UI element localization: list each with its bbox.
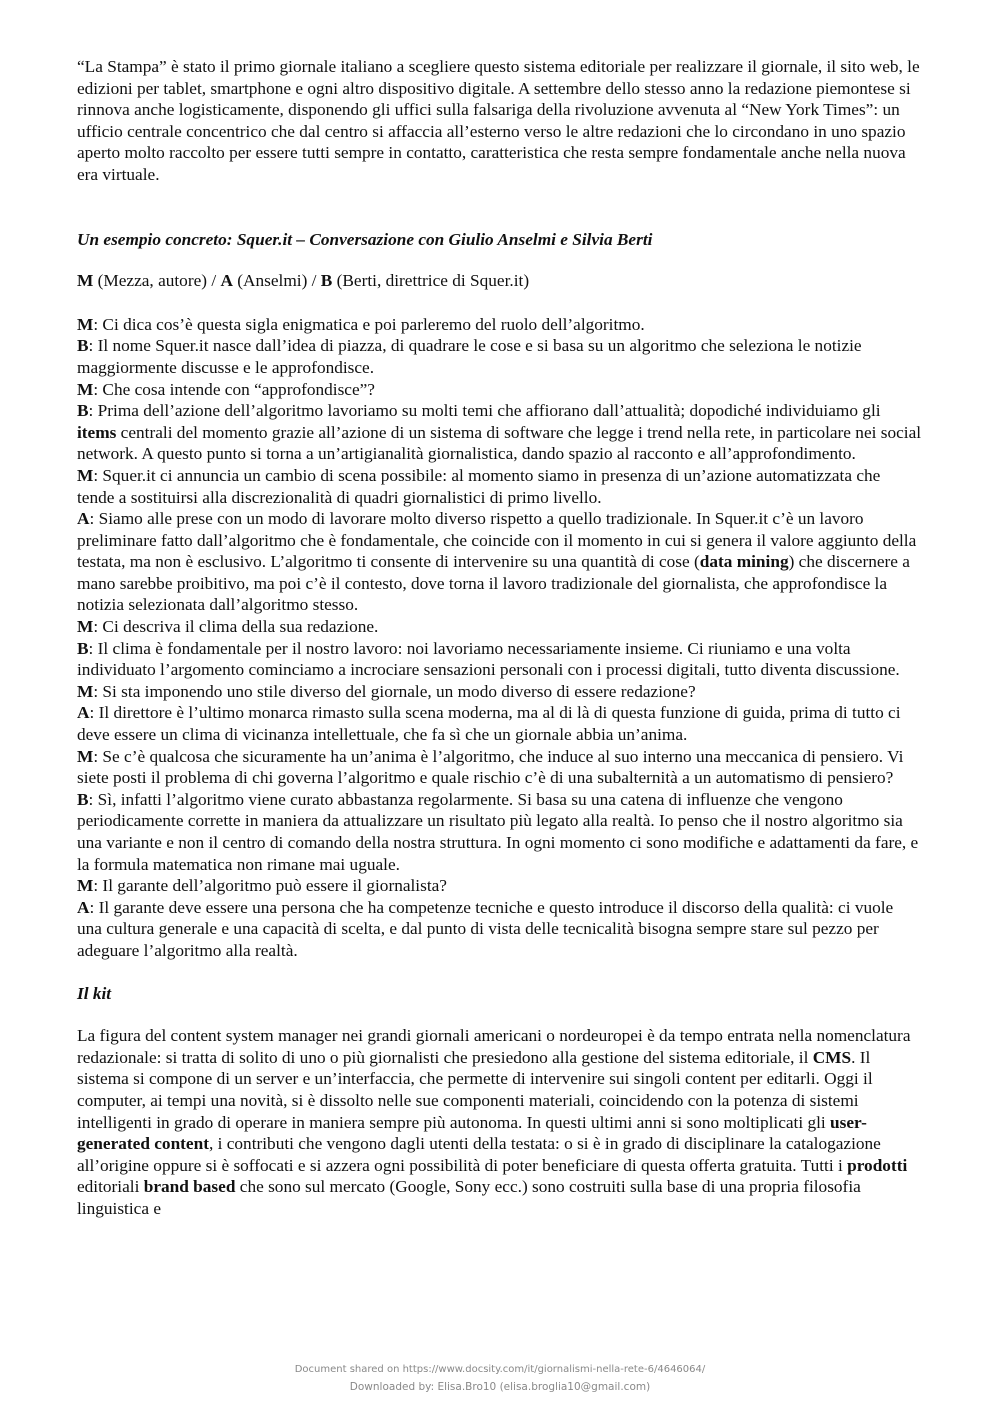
dialogue-line [77, 638, 922, 681]
dialogue-line [77, 789, 922, 875]
para-text: che sono sul mercato (Google, Sony ecc.) sono costruiti sulla base di una propria filosofia linguistica e [77, 1177, 861, 1218]
para-text: , i contributi che vengono dagli utenti della testata: o si è in grado di disciplinare la catalogazione all’origine oppure si è soffocati e si azzera ogni possibilità di poter beneficiare di questa offerta gratuita. Tutti i [77, 1134, 881, 1175]
intro-paragraph: “La Stampa” è stato il primo giornale italiano a scegliere questo sistema editoriale per realizzare il giornale, il sito web, le edizioni per tablet, smartphone e ogni altro dispositivo digitale. A settembre dello stesso anno la redazione piemontese si rinnova anche logisticamente, disponendo gli uffici sulla falsariga della rivoluzione avvenuta al “New York Times”: un ufficio centrale concentrico che dal centro si affaccia all’esterno verso le altre redazioni che lo circondano in uno spazio aperto molto raccolto per essere tutti sempre in contatto, caratteristica che resta sempre fondamentale anche nella nuova era virtuale. [77, 57, 920, 184]
line-text: : Il direttore è l’ultimo monarca rimasto sulla scena moderna, ma al di là di questa funzione di guida, prima di tutto ci deve essere un clima di vicinanza intellettuale, che fa sì che un giornale abbia un’anima. [77, 703, 901, 745]
legend-m-desc: (Mezza, autore) / [93, 271, 221, 291]
line-text: : Prima dell’azione dell’algoritmo lavoriamo su molti temi che affiorano dall’attualità; dopodiché individuiamo gli [88, 401, 881, 421]
footer-shared-link[interactable]: Document shared on https://www.docsity.com/it/giornalismi-nella-rete-6/4646064/ [294, 1364, 706, 1375]
speaker: M [77, 746, 94, 766]
bold-term: brand based [143, 1177, 236, 1197]
section-heading-squerit: Un esempio concreto: Squer.it – Conversazione con Giulio Anselmi e Silvia Berti [77, 229, 653, 249]
para-text: La figura del content system manager nei grandi giornali americani o nordeuropei è da tempo entrata nella nomenclatura redazionale: si tratta di solito di uno o più giornalisti che presiedono alla gestione del sistema editoriale, il [77, 1026, 911, 1067]
speaker: A [77, 703, 90, 723]
dialogue-line [77, 379, 922, 401]
dialogue-line [77, 702, 922, 745]
kit-paragraph [77, 1025, 922, 1219]
para-text: . Il sistema si compone di un server e un’interfaccia, che permette di intervenire sui singoli content per editarli. Oggi il computer, ai tempi una novità, si è dissolto nelle sue componenti materiali, coincidendo con la potenza di sistemi intelligenti in grado di operare in maniera sempre più autonoma. In questi ultimi anni si sono moltiplicati gli [77, 1047, 873, 1132]
line-text: : Ci dica cos’è questa sigla enigmatica e poi parleremo del ruolo dell’algoritmo. [93, 314, 645, 334]
line-text: : Il garante deve essere una persona che ha competenze tecniche e questo introduce il discorso della qualità: ci vuole una cultura generale e una capacità di scelta, e dal punto di vista delle tecnicalità bisogna sempre stare sul pezzo per adeguare l’algoritmo alla realtà. [77, 897, 894, 960]
dialogue-line [77, 616, 922, 638]
line-text: : Il garante dell’algoritmo può essere il giornalista? [93, 876, 447, 896]
speaker: M [77, 617, 94, 637]
dialogue-line [77, 508, 922, 616]
line-text: : Siamo alle prese con un modo di lavorare molto diverso rispetto a quello tradizionale. In Squer.it c’è un lavoro preliminare fatto dall’algoritmo che è fondamentale, che coincide con il momento in cui si genera il valore aggiunto della testata, ma non è esclusivo. L’algoritmo ti consente di intervenire su una quantità di cose ( [77, 509, 917, 572]
bold-term: prodotti [847, 1155, 908, 1175]
dialogue-line [77, 465, 922, 508]
speaker: B [77, 789, 89, 809]
dialogue-line [77, 875, 922, 897]
speaker: A [77, 897, 90, 917]
line-text: : Squer.it ci annuncia un cambio di scena possibile: al momento siamo in presenza di un’azione automatizzata che tende a sostituirsi alla discrezionalità di quadri giornalistici di primo livello. [77, 465, 881, 507]
dialogue-line [77, 400, 922, 465]
line-text: : Se c’è qualcosa che sicuramente ha un’anima è l’algoritmo, che induce al suo interno una meccanica di pensiero. Vi siete posti il problema di chi governa l’algoritmo e quale rischio c’è di una subalternità a un automatismo di pensiero? [77, 746, 904, 788]
line-text: : Si sta imponendo uno stile diverso del giornale, un modo diverso di essere redazione? [93, 681, 696, 701]
interview-dialogue [77, 314, 922, 962]
speaker: M [77, 465, 94, 485]
document-page [77, 56, 922, 1220]
line-text: ) che discernere a mano sarebbe proibitivo, ma poi c’è il contesto, dove torna il lavoro tradizionale del giornalista, che approfondisce la notizia selezionata dall’algoritmo stesso. [77, 552, 910, 615]
line-text: : Il nome Squer.it nasce dall’idea di piazza, di quadrare le cose e si basa su un algoritmo che seleziona le notizie maggiormente discusse e le approfondisce. [77, 336, 862, 377]
line-text: : Il clima è fondamentale per il nostro lavoro: noi lavoriamo necessariamente insieme. Ci riuniamo e una volta individuato l’argomento cominciamo a incrociare sensazioni personali con i processi digitali, tutto diventa discussione. [77, 638, 900, 680]
bold-term: CMS [812, 1047, 852, 1067]
speaker-legend [77, 270, 922, 292]
footer-downloaded-by: Downloaded by: Elisa.Bro10 (elisa.broglia10@gmail.com) [349, 1381, 651, 1393]
dialogue-line [77, 681, 922, 703]
dialogue-line [77, 314, 922, 336]
speaker: A [77, 509, 90, 529]
legend-b-desc: (Berti, direttrice di Squer.it) [332, 271, 530, 291]
speaker: M [77, 314, 94, 334]
legend-a-desc: (Anselmi) / [232, 271, 321, 291]
line-text: : Che cosa intende con “approfondisce”? [93, 379, 375, 399]
dialogue-line [77, 746, 922, 789]
bold-term: items [77, 422, 117, 442]
para-text: editoriali [77, 1177, 144, 1197]
speaker: B [77, 638, 89, 658]
line-text: : Ci descriva il clima della sua redazione. [93, 617, 379, 637]
legend-m: M [77, 271, 94, 291]
speaker: M [77, 379, 94, 399]
dialogue-line [77, 335, 922, 378]
speaker: M [77, 876, 94, 896]
legend-b: B [320, 271, 333, 291]
legend-a: A [220, 271, 233, 291]
bold-term: user-generated content [77, 1112, 867, 1154]
bold-term: data mining [699, 552, 789, 572]
speaker: B [77, 336, 89, 356]
speaker: M [77, 681, 94, 701]
line-text: : Sì, infatti l’algoritmo viene curato abbastanza regolarmente. Si basa su una catena di influenze che vengono periodicamente corrette in maniera da attualizzare un risultato più legato alla realtà. Io penso che il nostro algoritmo sia una variante e non il centro di comando della nostra struttura. In ogni momento ci sono modifiche e adattamenti da fare, e la formula matematica non rimane mai uguale. [77, 789, 919, 874]
section-heading-kit: Il kit [77, 983, 112, 1003]
speaker: B [77, 401, 89, 421]
line-text: centrali del momento grazie all’azione di un sistema di software che legge i trend nella rete, in particolare nei social network. A questo punto si torna a un’artigianalità giornalistica, dando spazio al racconto e all’approfondimento. [77, 422, 922, 464]
dialogue-line [77, 897, 922, 962]
